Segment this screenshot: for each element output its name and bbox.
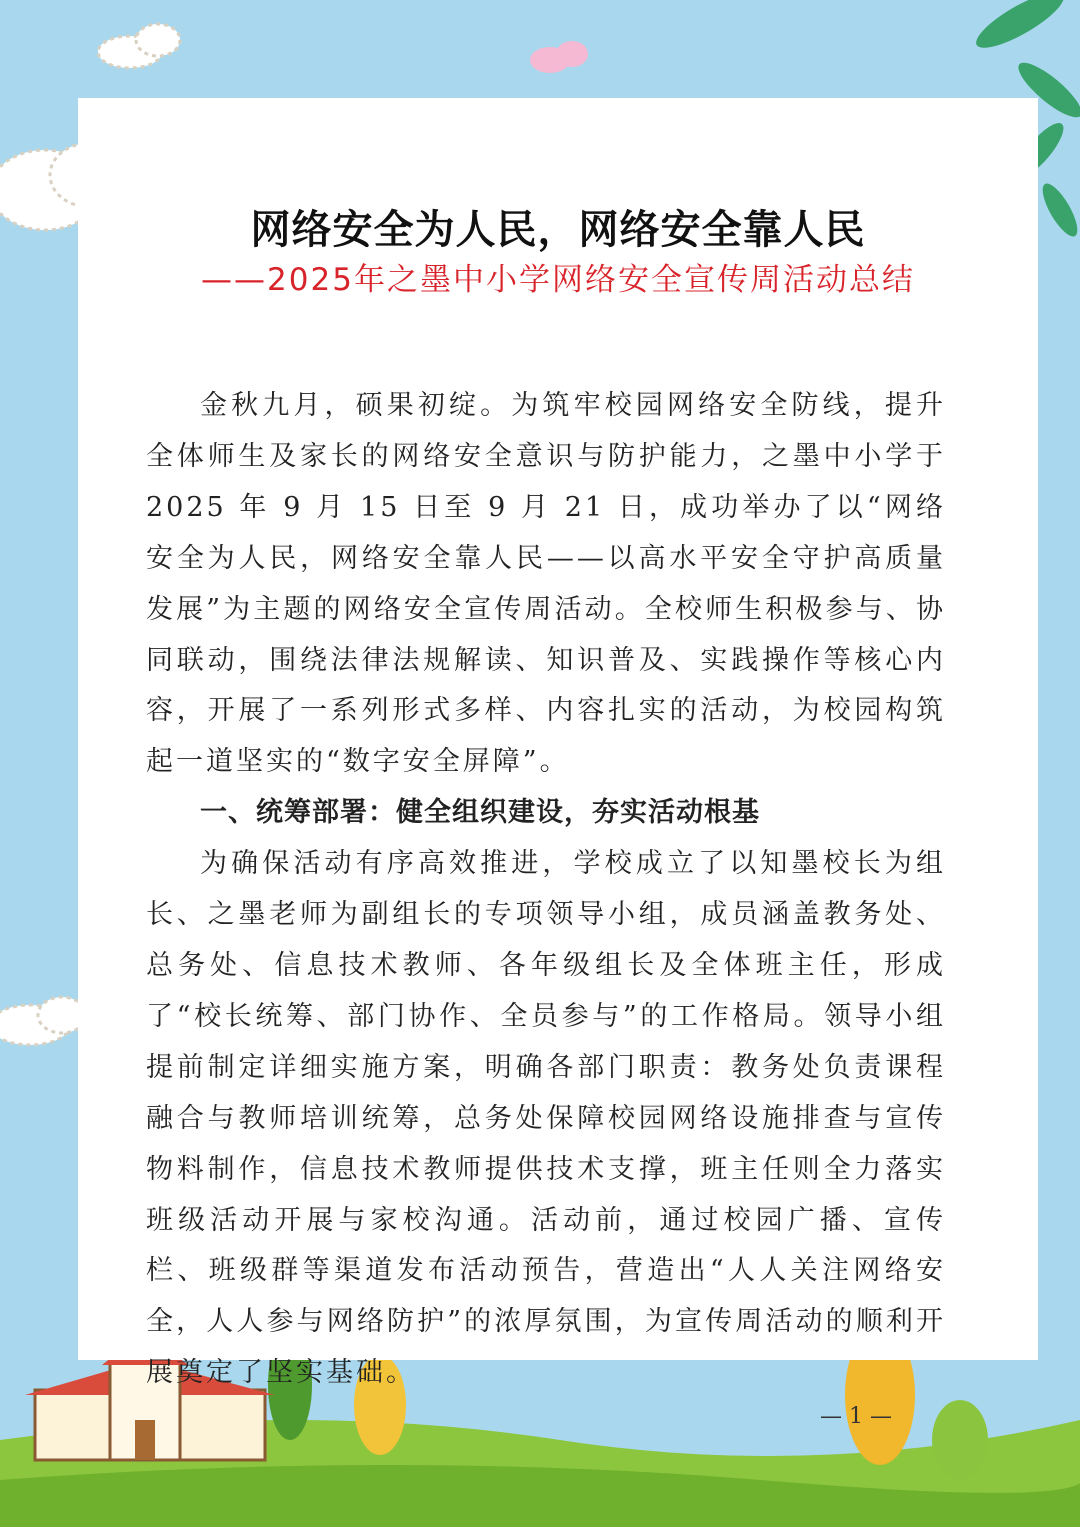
paragraph-intro: 金秋九月，硕果初绽。为筑牢校园网络安全防线，提升全体师生及家长的网络安全意识与防护能力，之墨中小学于 2025 年 9 月 15 日至 9 月 21 日，成功举办了以“网络安全为人民，网络安全靠人民——以高水平安全守护高质量发展”为主题的网络安全宣传周活动。全校师生积极参与、协同联动，围绕法律法规解读、知识普及、实践操作等核心内容，开展了一系列形式多样、内容扎实的活动，为校园构筑起一道坚实的“数字安全屏障”。 xyxy=(146,390,946,778)
paragraph-section-1: 为确保活动有序高效推进，学校成立了以知墨校长为组长、之墨老师为副组长的专项领导小组，成员涵盖教务处、总务处、信息技术教师、各年级组长及全体班主任，形成了“校长统筹、部门协作、全员参与”的工作格局。领导小组提前制定详细实施方案，明确各部门职责：教务处负责课程融合与教师培训统筹，总务处保障校园网络设施排查与宣传物料制作，信息技术教师提供技术支撑，班主任则全力落实班级活动开展与家校沟通。活动前，通过校园广播、宣传栏、班级群等渠道发布活动预告，营造出“人人关注网络安全，人人参与网络防护”的浓厚氛围，为宣传周活动的顺利开展奠定了坚实基础。 xyxy=(146,848,946,1389)
page-number: — 1 — xyxy=(820,1404,892,1429)
document-subtitle: ——2025年之墨中小学网络安全宣传周活动总结 xyxy=(201,262,915,298)
document-body xyxy=(146,381,946,1399)
document-page xyxy=(78,98,1038,1389)
section-heading: 一、统筹部署：健全组织建设，夯实活动根基 xyxy=(200,797,760,829)
document-title: 网络安全为人民，网络安全靠人民 xyxy=(250,206,866,253)
